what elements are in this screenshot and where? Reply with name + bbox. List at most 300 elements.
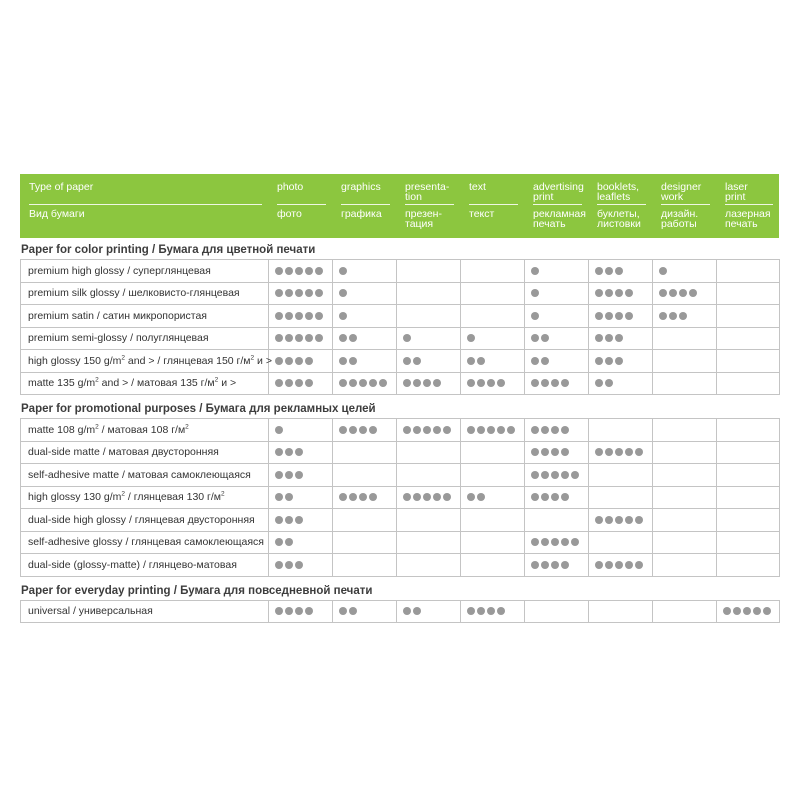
- rating-dots: [275, 493, 332, 501]
- rating-dot-icon: [295, 379, 303, 387]
- table-row: [21, 282, 780, 305]
- rating-dot-icon: [285, 561, 293, 569]
- rating-dot-icon: [531, 289, 539, 297]
- rating-dot-icon: [531, 561, 539, 569]
- rating-dot-icon: [275, 289, 283, 297]
- paper-type-label: high glossy 150 $g/m^2$ and > / глянцевая 150 $г/м^2$ и >: [21, 350, 269, 373]
- rating-dots: [339, 426, 396, 434]
- rating-dot-icon: [275, 561, 283, 569]
- rating-dot-icon: [275, 334, 283, 342]
- rating-cell: [653, 600, 717, 623]
- rating-dot-icon: [531, 357, 539, 365]
- rating-dot-icon: [571, 538, 579, 546]
- rating-cell: [397, 260, 461, 283]
- rating-cell: [333, 509, 397, 532]
- rating-dot-icon: [659, 312, 667, 320]
- rating-dots: [275, 267, 332, 275]
- rating-cell: [461, 260, 525, 283]
- section-title: Paper for promotional purposes / Бумага для рекламных целей: [21, 403, 376, 415]
- rating-cell: [333, 554, 397, 577]
- rating-cell: [589, 509, 653, 532]
- column-header-0: [20, 174, 268, 238]
- rating-cell: [397, 531, 461, 554]
- rating-cell: [269, 260, 333, 283]
- rating-dot-icon: [541, 471, 549, 479]
- rating-cell: [397, 350, 461, 373]
- rating-cell: [589, 554, 653, 577]
- rating-dots: [595, 516, 652, 524]
- rating-dot-icon: [339, 289, 347, 297]
- rating-cell: [589, 372, 653, 395]
- rating-dot-icon: [285, 471, 293, 479]
- rating-dot-icon: [753, 607, 761, 615]
- rating-dots: [467, 334, 524, 342]
- rating-dot-icon: [295, 561, 303, 569]
- rating-dot-icon: [679, 289, 687, 297]
- rating-dot-icon: [295, 516, 303, 524]
- column-header-4: [460, 174, 524, 238]
- rating-dots: [595, 357, 652, 365]
- rating-dots: [403, 379, 460, 387]
- rating-dots: [595, 561, 652, 569]
- rating-dot-icon: [305, 334, 313, 342]
- rating-dot-icon: [561, 448, 569, 456]
- rating-dots: [339, 267, 396, 275]
- rating-dot-icon: [369, 426, 377, 434]
- column-header-ru: фото: [277, 208, 302, 220]
- rating-cell: [589, 350, 653, 373]
- rating-dot-icon: [477, 493, 485, 501]
- rating-dot-icon: [305, 267, 313, 275]
- rating-dot-icon: [443, 493, 451, 501]
- rating-dot-icon: [305, 379, 313, 387]
- rating-cell: [589, 419, 653, 442]
- rating-cell: [333, 260, 397, 283]
- rating-cell: [269, 327, 333, 350]
- rating-dot-icon: [275, 357, 283, 365]
- rating-dot-icon: [285, 334, 293, 342]
- rating-dots: [531, 334, 588, 342]
- rating-dot-icon: [561, 561, 569, 569]
- rating-dot-icon: [507, 426, 515, 434]
- column-header-en: Type of paper: [29, 182, 262, 205]
- rating-cell: [653, 282, 717, 305]
- rating-cell: [525, 464, 589, 487]
- paper-type-label: dual-side matte / матовая двусторонняя: [21, 441, 269, 464]
- rating-cell: [333, 600, 397, 623]
- rating-dot-icon: [605, 561, 613, 569]
- rating-dot-icon: [413, 493, 421, 501]
- rating-cell: [269, 419, 333, 442]
- rating-dot-icon: [369, 493, 377, 501]
- rating-dots: [275, 426, 332, 434]
- rating-dot-icon: [443, 426, 451, 434]
- paper-type-label: universal / универсальная: [21, 600, 269, 623]
- rating-dot-icon: [635, 561, 643, 569]
- rating-cell: [397, 554, 461, 577]
- rating-cell: [461, 441, 525, 464]
- rating-dot-icon: [531, 267, 539, 275]
- rating-dot-icon: [541, 426, 549, 434]
- rating-cell: [717, 327, 780, 350]
- rating-dot-icon: [497, 607, 505, 615]
- rating-cell: [461, 600, 525, 623]
- rating-dots: [531, 379, 588, 387]
- rating-dots: [723, 607, 779, 615]
- rating-dot-icon: [295, 334, 303, 342]
- rating-dot-icon: [477, 607, 485, 615]
- rating-cell: [717, 600, 780, 623]
- rating-dot-icon: [379, 379, 387, 387]
- rating-dot-icon: [497, 379, 505, 387]
- table-row: [21, 260, 780, 283]
- rating-dot-icon: [605, 267, 613, 275]
- rating-cell: [717, 464, 780, 487]
- rating-cell: [461, 531, 525, 554]
- rating-dot-icon: [285, 357, 293, 365]
- column-header-ru: текст: [469, 208, 495, 220]
- rating-cell: [461, 554, 525, 577]
- rating-cell: [717, 441, 780, 464]
- rating-dot-icon: [315, 312, 323, 320]
- rating-dot-icon: [339, 267, 347, 275]
- rating-dot-icon: [349, 379, 357, 387]
- rating-cell: [589, 531, 653, 554]
- rating-dot-icon: [285, 448, 293, 456]
- rating-cell: [653, 327, 717, 350]
- rating-cell: [333, 327, 397, 350]
- rating-cell: [525, 509, 589, 532]
- rating-dot-icon: [541, 334, 549, 342]
- rating-dots: [467, 379, 524, 387]
- rating-cell: [525, 531, 589, 554]
- rating-dot-icon: [423, 426, 431, 434]
- rating-dot-icon: [275, 267, 283, 275]
- rating-cell: [269, 305, 333, 328]
- rating-dot-icon: [467, 379, 475, 387]
- rating-dot-icon: [531, 426, 539, 434]
- rating-dot-icon: [275, 426, 283, 434]
- rating-cell: [589, 282, 653, 305]
- rating-dot-icon: [295, 267, 303, 275]
- rating-dot-icon: [467, 426, 475, 434]
- rating-dots: [275, 289, 332, 297]
- rating-dots: [531, 357, 588, 365]
- rating-dots: [467, 493, 524, 501]
- rating-dot-icon: [403, 357, 411, 365]
- column-header-en: photo: [277, 182, 326, 205]
- rating-dot-icon: [605, 334, 613, 342]
- rating-cell: [717, 531, 780, 554]
- rating-cell: [589, 464, 653, 487]
- rating-dots: [595, 289, 652, 297]
- rating-cell: [653, 419, 717, 442]
- rating-dot-icon: [413, 379, 421, 387]
- rating-cell: [269, 600, 333, 623]
- paper-type-label: dual-side (glossy-matte) / глянцево-матовая: [21, 554, 269, 577]
- rating-dot-icon: [531, 448, 539, 456]
- rating-dots: [275, 312, 332, 320]
- column-header-en: laser print: [725, 182, 773, 205]
- rating-dot-icon: [467, 334, 475, 342]
- rating-cell: [717, 486, 780, 509]
- rating-cell: [461, 327, 525, 350]
- rating-dots: [531, 289, 588, 297]
- column-header-en: booklets, leaflets: [597, 182, 646, 205]
- rating-dots: [339, 607, 396, 615]
- column-header-en: presenta- tion: [405, 182, 454, 205]
- rating-dot-icon: [295, 448, 303, 456]
- rating-dot-icon: [487, 607, 495, 615]
- rating-dot-icon: [285, 607, 293, 615]
- section-title: Paper for color printing / Бумага для цветной печати: [21, 244, 316, 256]
- rating-dot-icon: [339, 607, 347, 615]
- rating-dot-icon: [359, 493, 367, 501]
- rating-dot-icon: [477, 357, 485, 365]
- rating-dots: [531, 267, 588, 275]
- rating-dot-icon: [723, 607, 731, 615]
- rating-dot-icon: [625, 312, 633, 320]
- rating-dots: [275, 538, 332, 546]
- rating-dot-icon: [595, 312, 603, 320]
- rating-dot-icon: [295, 471, 303, 479]
- table-row: [21, 305, 780, 328]
- rating-dot-icon: [733, 607, 741, 615]
- rating-dot-icon: [615, 357, 623, 365]
- rating-dot-icon: [369, 379, 377, 387]
- rating-cell: [461, 419, 525, 442]
- rating-cell: [653, 372, 717, 395]
- rating-cell: [397, 509, 461, 532]
- section-table: [20, 600, 780, 624]
- rating-cell: [333, 464, 397, 487]
- rating-dot-icon: [605, 448, 613, 456]
- rating-dots: [339, 357, 396, 365]
- rating-cell: [461, 305, 525, 328]
- rating-cell: [653, 464, 717, 487]
- rating-cell: [397, 372, 461, 395]
- rating-cell: [717, 305, 780, 328]
- rating-cell: [589, 441, 653, 464]
- rating-dot-icon: [615, 516, 623, 524]
- rating-dot-icon: [551, 538, 559, 546]
- rating-dot-icon: [531, 334, 539, 342]
- rating-dot-icon: [571, 471, 579, 479]
- rating-cell: [717, 509, 780, 532]
- rating-dots: [403, 334, 460, 342]
- rating-cell: [653, 554, 717, 577]
- rating-dot-icon: [315, 267, 323, 275]
- rating-dot-icon: [689, 289, 697, 297]
- rating-cell: [525, 554, 589, 577]
- rating-cell: [397, 464, 461, 487]
- rating-dot-icon: [595, 334, 603, 342]
- rating-dot-icon: [349, 426, 357, 434]
- rating-dots: [275, 379, 332, 387]
- table-row: [21, 327, 780, 350]
- rating-dots: [531, 426, 588, 434]
- rating-dot-icon: [285, 538, 293, 546]
- rating-dot-icon: [339, 426, 347, 434]
- rating-dot-icon: [413, 607, 421, 615]
- rating-dot-icon: [531, 493, 539, 501]
- rating-dot-icon: [285, 312, 293, 320]
- rating-cell: [461, 509, 525, 532]
- rating-cell: [333, 282, 397, 305]
- rating-dots: [403, 357, 460, 365]
- rating-dot-icon: [339, 334, 347, 342]
- rating-cell: [397, 600, 461, 623]
- paper-type-label: matte 135 $g/m^2$ and > / матовая 135 $г/м^2$ и >: [21, 372, 269, 395]
- rating-dots: [531, 538, 588, 546]
- rating-cell: [589, 600, 653, 623]
- rating-dot-icon: [275, 493, 283, 501]
- rating-dots: [275, 516, 332, 524]
- paper-comparison-table: [20, 174, 779, 623]
- rating-dot-icon: [561, 538, 569, 546]
- rating-dot-icon: [285, 379, 293, 387]
- rating-cell: [525, 327, 589, 350]
- rating-cell: [717, 372, 780, 395]
- rating-dots: [531, 561, 588, 569]
- paper-type-label: premium high glossy / суперглянцевая: [21, 260, 269, 283]
- rating-cell: [269, 350, 333, 373]
- rating-dot-icon: [403, 334, 411, 342]
- rating-dot-icon: [423, 493, 431, 501]
- rating-dot-icon: [615, 267, 623, 275]
- rating-cell: [653, 260, 717, 283]
- rating-dots: [531, 493, 588, 501]
- rating-dot-icon: [615, 561, 623, 569]
- rating-dot-icon: [561, 493, 569, 501]
- rating-dot-icon: [275, 379, 283, 387]
- rating-dot-icon: [359, 426, 367, 434]
- rating-dot-icon: [339, 493, 347, 501]
- rating-cell: [333, 486, 397, 509]
- rating-dots: [659, 312, 716, 320]
- rating-dots: [531, 448, 588, 456]
- rating-dots: [275, 471, 332, 479]
- rating-dot-icon: [615, 289, 623, 297]
- rating-dots: [531, 471, 588, 479]
- rating-cell: [461, 464, 525, 487]
- section-title: Paper for everyday printing / Бумага для повседневной печати: [21, 584, 373, 597]
- rating-dot-icon: [659, 267, 667, 275]
- rating-dots: [659, 289, 716, 297]
- rating-dot-icon: [605, 312, 613, 320]
- rating-dots: [467, 607, 524, 615]
- rating-dots: [595, 312, 652, 320]
- rating-dot-icon: [595, 516, 603, 524]
- rating-cell: [397, 486, 461, 509]
- rating-cell: [525, 372, 589, 395]
- rating-dot-icon: [403, 607, 411, 615]
- rating-dot-icon: [615, 312, 623, 320]
- rating-dot-icon: [487, 379, 495, 387]
- rating-dots: [339, 379, 396, 387]
- rating-dot-icon: [595, 267, 603, 275]
- rating-cell: [717, 554, 780, 577]
- rating-dots: [467, 357, 524, 365]
- table-row: [21, 600, 780, 623]
- rating-cell: [653, 350, 717, 373]
- rating-dots: [531, 312, 588, 320]
- rating-dot-icon: [531, 538, 539, 546]
- paper-type-label: self-adhesive matte / матовая самоклеющаяся: [21, 464, 269, 487]
- rating-dot-icon: [285, 516, 293, 524]
- table-row: [21, 531, 780, 554]
- rating-cell: [653, 305, 717, 328]
- rating-cell: [397, 441, 461, 464]
- rating-cell: [461, 372, 525, 395]
- rating-dot-icon: [595, 561, 603, 569]
- rating-dot-icon: [595, 379, 603, 387]
- table-row: [21, 419, 780, 442]
- rating-dot-icon: [315, 334, 323, 342]
- rating-dot-icon: [477, 426, 485, 434]
- rating-cell: [717, 350, 780, 373]
- rating-dot-icon: [551, 493, 559, 501]
- rating-dot-icon: [359, 379, 367, 387]
- rating-dot-icon: [595, 448, 603, 456]
- rating-cell: [461, 486, 525, 509]
- rating-dots: [595, 379, 652, 387]
- rating-dot-icon: [625, 448, 633, 456]
- section-table: [20, 418, 780, 577]
- rating-dot-icon: [669, 289, 677, 297]
- rating-cell: [333, 350, 397, 373]
- rating-dots: [403, 426, 460, 434]
- rating-dot-icon: [349, 357, 357, 365]
- table-row: [21, 486, 780, 509]
- rating-cell: [333, 305, 397, 328]
- rating-dot-icon: [315, 289, 323, 297]
- rating-cell: [589, 486, 653, 509]
- rating-dot-icon: [541, 493, 549, 501]
- rating-dot-icon: [433, 379, 441, 387]
- rating-dot-icon: [679, 312, 687, 320]
- rating-dot-icon: [659, 289, 667, 297]
- rating-dot-icon: [541, 448, 549, 456]
- column-header-3: [396, 174, 460, 238]
- rating-dot-icon: [467, 607, 475, 615]
- rating-dot-icon: [349, 334, 357, 342]
- paper-type-label: premium satin / сатин микропористая: [21, 305, 269, 328]
- rating-cell: [525, 419, 589, 442]
- column-header-ru: лазерная печать: [725, 208, 771, 230]
- rating-dot-icon: [595, 289, 603, 297]
- rating-dot-icon: [285, 289, 293, 297]
- rating-dot-icon: [403, 493, 411, 501]
- rating-dot-icon: [295, 312, 303, 320]
- rating-dot-icon: [551, 426, 559, 434]
- rating-cell: [525, 600, 589, 623]
- rating-cell: [653, 486, 717, 509]
- rating-cell: [525, 350, 589, 373]
- column-header-en: text: [469, 182, 518, 205]
- rating-dot-icon: [497, 426, 505, 434]
- rating-dot-icon: [743, 607, 751, 615]
- rating-dots: [275, 607, 332, 615]
- column-header-en: graphics: [341, 182, 390, 205]
- rating-dot-icon: [285, 267, 293, 275]
- rating-cell: [397, 327, 461, 350]
- rating-dot-icon: [295, 289, 303, 297]
- rating-dots: [595, 448, 652, 456]
- table-row: [21, 350, 780, 373]
- rating-dot-icon: [541, 538, 549, 546]
- rating-dot-icon: [403, 426, 411, 434]
